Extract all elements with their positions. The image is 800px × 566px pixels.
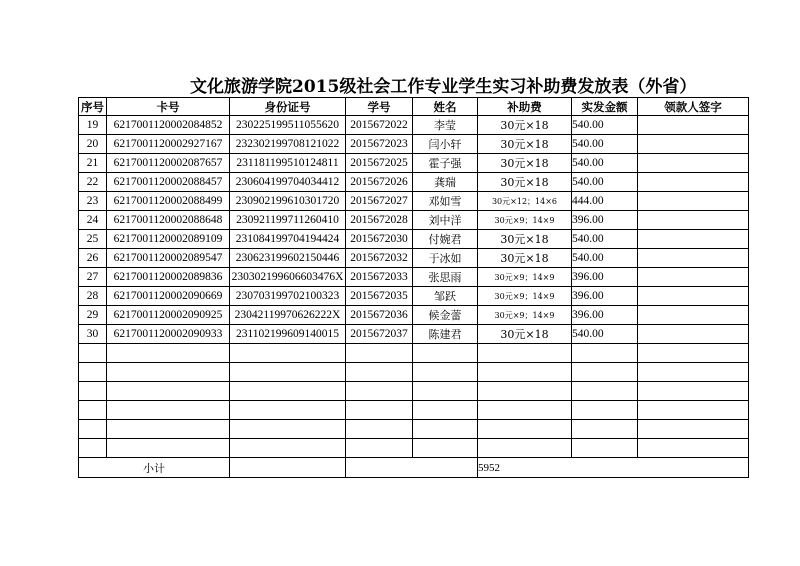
amount: 540.00 (572, 325, 638, 344)
signature-cell[interactable] (638, 135, 749, 154)
id-number: 231102199609140015 (230, 325, 346, 344)
subsidy-table (78, 97, 749, 478)
subsidy: 30元×18 (478, 173, 572, 192)
empty-cell (478, 344, 572, 363)
card-number: 6217001120002088499 (107, 192, 230, 211)
empty-cell (572, 401, 638, 420)
blank-row (79, 382, 749, 401)
blank-row (79, 363, 749, 382)
empty-cell (572, 363, 638, 382)
table-row (79, 154, 749, 173)
empty-cell (346, 382, 413, 401)
table-row (79, 192, 749, 211)
amount: 396.00 (572, 306, 638, 325)
table-row (79, 173, 749, 192)
empty-cell (572, 420, 638, 439)
amount: 540.00 (572, 116, 638, 135)
amount: 444.00 (572, 192, 638, 211)
empty-cell (478, 363, 572, 382)
empty-cell (478, 401, 572, 420)
card-number: 6217001120002090925 (107, 306, 230, 325)
empty-cell (413, 420, 478, 439)
id-number: 230302199606603476X (230, 268, 346, 287)
col-header-signature: 领款人签字 (638, 98, 749, 116)
student-id: 2015672026 (346, 173, 413, 192)
amount: 396.00 (572, 211, 638, 230)
empty-cell (478, 420, 572, 439)
total-row (79, 458, 749, 478)
amount: 396.00 (572, 268, 638, 287)
student-name: 邹跃 (413, 287, 478, 306)
subsidy: 30元×9；14×9 (478, 268, 572, 287)
signature-cell[interactable] (638, 287, 749, 306)
card-number: 6217001120002088457 (107, 173, 230, 192)
empty-cell (346, 420, 413, 439)
student-name: 陈建君 (413, 325, 478, 344)
card-number: 6217001120002090669 (107, 287, 230, 306)
signature-cell[interactable] (638, 192, 749, 211)
empty-cell (413, 363, 478, 382)
student-id: 2015672037 (346, 325, 413, 344)
card-number: 6217001120002087657 (107, 154, 230, 173)
total-empty-cell (230, 458, 346, 478)
subsidy: 30元×18 (478, 135, 572, 154)
student-name: 龚瑞 (413, 173, 478, 192)
id-number: 230225199511055620 (230, 116, 346, 135)
student-id: 2015672035 (346, 287, 413, 306)
amount: 540.00 (572, 154, 638, 173)
signature-cell[interactable] (638, 173, 749, 192)
empty-cell (79, 344, 107, 363)
amount: 396.00 (572, 287, 638, 306)
empty-cell (638, 382, 749, 401)
card-number: 6217001120002089109 (107, 230, 230, 249)
empty-cell (478, 382, 572, 401)
empty-cell (230, 382, 346, 401)
table-row (79, 135, 749, 154)
empty-cell (413, 382, 478, 401)
student-name: 张思雨 (413, 268, 478, 287)
signature-cell[interactable] (638, 116, 749, 135)
student-name: 刘中洋 (413, 211, 478, 230)
empty-cell (346, 363, 413, 382)
table-row (79, 116, 749, 135)
empty-cell (230, 420, 346, 439)
student-id: 2015672036 (346, 306, 413, 325)
subsidy: 30元×18 (478, 230, 572, 249)
student-id: 2015672023 (346, 135, 413, 154)
student-name: 闫小轩 (413, 135, 478, 154)
student-name: 邓如雪 (413, 192, 478, 211)
empty-cell (572, 439, 638, 458)
table-row (79, 230, 749, 249)
student-id: 2015672025 (346, 154, 413, 173)
col-header-amount: 实发金额 (572, 98, 638, 116)
signature-cell[interactable] (638, 154, 749, 173)
id-number: 230623199602150446 (230, 249, 346, 268)
row-number: 28 (79, 287, 107, 306)
col-header-name: 姓名 (413, 98, 478, 116)
signature-cell[interactable] (638, 230, 749, 249)
signature-cell[interactable] (638, 249, 749, 268)
row-number: 21 (79, 154, 107, 173)
row-number: 24 (79, 211, 107, 230)
signature-cell[interactable] (638, 306, 749, 325)
row-number: 30 (79, 325, 107, 344)
empty-cell (79, 382, 107, 401)
empty-cell (230, 363, 346, 382)
subsidy: 30元×9；14×9 (478, 211, 572, 230)
col-header-no: 序号 (79, 98, 107, 116)
empty-cell (107, 420, 230, 439)
table-row (79, 211, 749, 230)
amount: 540.00 (572, 249, 638, 268)
empty-cell (107, 382, 230, 401)
row-number: 25 (79, 230, 107, 249)
row-number: 29 (79, 306, 107, 325)
sheet-title: 文化旅游学院2015级社会工作专业学生实习补助费发放表（外省） (190, 77, 697, 97)
empty-cell (79, 439, 107, 458)
empty-cell (572, 382, 638, 401)
table-row (79, 306, 749, 325)
row-number: 27 (79, 268, 107, 287)
student-id: 2015672030 (346, 230, 413, 249)
empty-cell (638, 401, 749, 420)
card-number: 6217001120002927167 (107, 135, 230, 154)
table-row (79, 287, 749, 306)
card-number: 6217001120002090933 (107, 325, 230, 344)
col-header-subsidy: 补助费 (478, 98, 572, 116)
empty-cell (79, 401, 107, 420)
empty-cell (346, 439, 413, 458)
table-row (79, 325, 749, 344)
id-number: 2304211997062622​2X (230, 306, 346, 325)
amount: 540.00 (572, 173, 638, 192)
student-name: 付婉君 (413, 230, 478, 249)
blank-row (79, 420, 749, 439)
student-name: 李莹 (413, 116, 478, 135)
row-number: 20 (79, 135, 107, 154)
row-number: 22 (79, 173, 107, 192)
amount: 540.00 (572, 230, 638, 249)
subsidy: 30元×18 (478, 154, 572, 173)
table-row (79, 268, 749, 287)
subsidy: 30元×18 (478, 249, 572, 268)
card-number: 6217001120002084852 (107, 116, 230, 135)
empty-cell (230, 401, 346, 420)
amount: 540.00 (572, 135, 638, 154)
empty-cell (413, 439, 478, 458)
id-number: 231084199704194424 (230, 230, 346, 249)
empty-cell (413, 344, 478, 363)
table-row (79, 249, 749, 268)
empty-cell (230, 344, 346, 363)
subsidy: 30元×18 (478, 325, 572, 344)
signature-cell[interactable] (638, 325, 749, 344)
total-label: 小计 (79, 458, 230, 478)
empty-cell (413, 401, 478, 420)
signature-cell[interactable] (638, 211, 749, 230)
card-number: 6217001120002089547 (107, 249, 230, 268)
empty-cell (638, 363, 749, 382)
student-name: 于冰如 (413, 249, 478, 268)
student-id: 2015672027 (346, 192, 413, 211)
header-row (79, 98, 749, 116)
signature-cell[interactable] (638, 268, 749, 287)
empty-cell (107, 344, 230, 363)
empty-cell (107, 363, 230, 382)
student-name: 候金蕾 (413, 306, 478, 325)
row-number: 23 (79, 192, 107, 211)
total-value: 5952 (478, 458, 749, 478)
card-number: 6217001120002088648 (107, 211, 230, 230)
student-id: 2015672033 (346, 268, 413, 287)
student-id: 2015672032 (346, 249, 413, 268)
id-number: 230902199610301720 (230, 192, 346, 211)
empty-cell (638, 344, 749, 363)
student-id: 2015672028 (346, 211, 413, 230)
id-number: 230703199702100323 (230, 287, 346, 306)
subsidy: 30元×18 (478, 116, 572, 135)
id-number: 230604199704034412 (230, 173, 346, 192)
col-header-id: 身份证号 (230, 98, 346, 116)
subsidy: 30元×9；14×9 (478, 306, 572, 325)
total-empty-cell (346, 458, 478, 478)
id-number: 232302199708121022 (230, 135, 346, 154)
row-number: 26 (79, 249, 107, 268)
student-id: 2015672022 (346, 116, 413, 135)
empty-cell (572, 344, 638, 363)
empty-cell (79, 420, 107, 439)
empty-cell (107, 401, 230, 420)
empty-cell (346, 401, 413, 420)
id-number: 231181199510124811 (230, 154, 346, 173)
empty-cell (79, 363, 107, 382)
empty-cell (638, 439, 749, 458)
blank-row (79, 401, 749, 420)
student-name: 霍子强 (413, 154, 478, 173)
row-number: 19 (79, 116, 107, 135)
blank-row (79, 344, 749, 363)
empty-cell (478, 439, 572, 458)
subsidy: 30元×12；14×6 (478, 192, 572, 211)
empty-cell (638, 420, 749, 439)
empty-cell (230, 439, 346, 458)
subsidy: 30元×9；14×9 (478, 287, 572, 306)
card-number: 6217001120002089836 (107, 268, 230, 287)
blank-row (79, 439, 749, 458)
empty-cell (107, 439, 230, 458)
col-header-student-id: 学号 (346, 98, 413, 116)
id-number: 230921199711260410 (230, 211, 346, 230)
empty-cell (346, 344, 413, 363)
col-header-card: 卡号 (107, 98, 230, 116)
